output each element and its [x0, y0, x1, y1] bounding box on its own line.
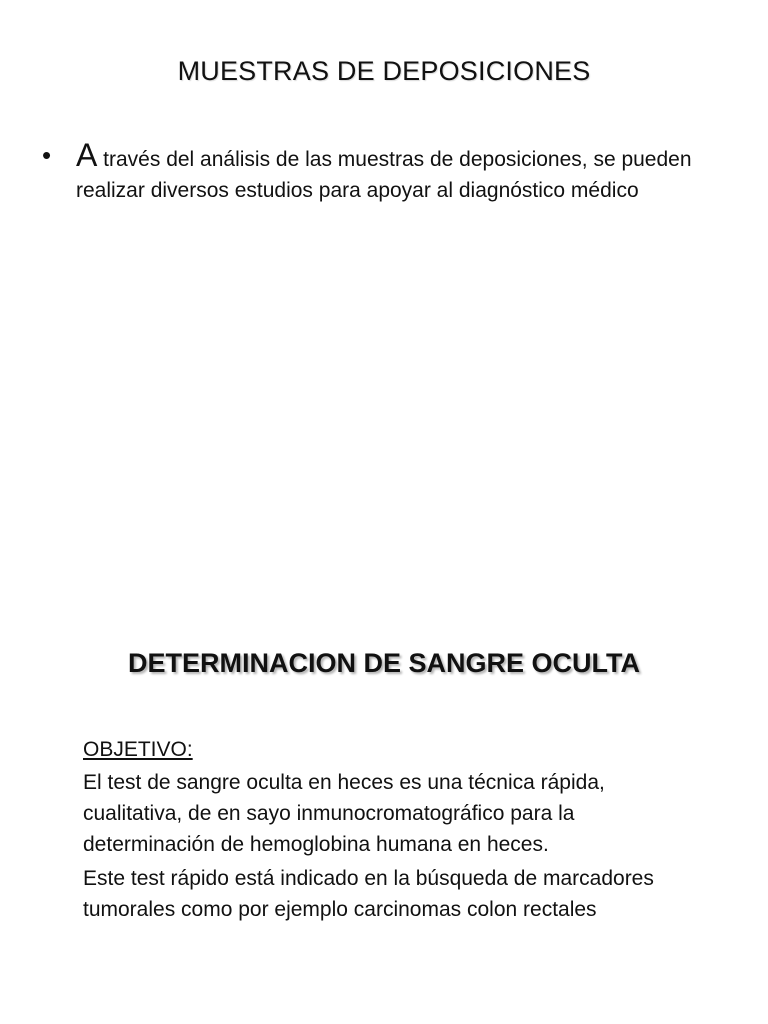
slide-title: DETERMINACION DE SANGRE OCULTA	[128, 648, 640, 678]
slide-sangre-oculta	[0, 512, 768, 1024]
paragraph: Este test rápido está indicado en la búsqueda de marcadores tumorales como por ejemplo carcinomas colon rectales	[83, 867, 654, 921]
bullet-list	[40, 137, 720, 206]
bullet-dropcap: A	[76, 137, 98, 173]
bullet-text: través del análisis de las muestras de deposiciones, se pueden realizar diversos estudios para apoyar al diagnóstico médico	[76, 148, 692, 202]
bullet-marker: •	[42, 140, 52, 170]
objective-label: OBJETIVO:	[83, 738, 193, 761]
slide-content	[83, 734, 703, 928]
bullet-item	[40, 137, 720, 206]
slide-title: MUESTRAS DE DEPOSICIONES	[177, 56, 591, 86]
paragraph: El test de sangre oculta en heces es una técnica rápida, cualitativa, de en sayo inmunocromatográfico para la determinación de hemoglobina humana en heces.	[83, 771, 605, 856]
